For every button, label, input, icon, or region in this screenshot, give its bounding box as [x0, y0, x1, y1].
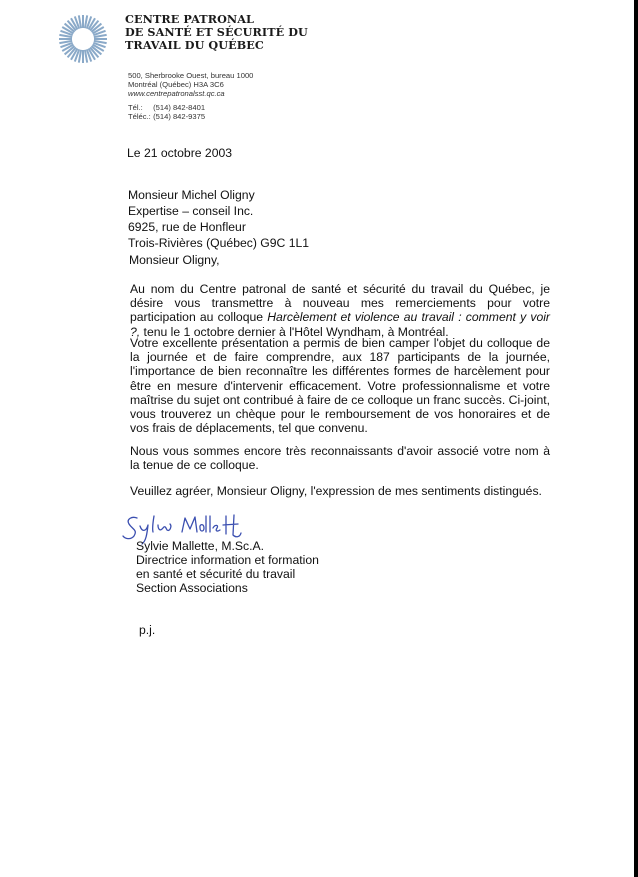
recipient-line: Expertise – conseil Inc. — [128, 204, 254, 218]
scan-edge — [634, 0, 638, 877]
signatory-name: Sylvie Mallette, M.Sc.A. — [136, 539, 265, 553]
paragraph-2: Votre excellente présentation a permis de bien camper l'objet du colloque de la journée et de faire comprendre, aux 187 participants de la journée, l'importance de bien reconnaître les différentes formes de harcèlement pour être en mesure d'intervenir efficacement. Votre professionnalisme et votre maîtrise du sujet ont contribué à faire de ce colloque un franc succès. Ci-joint, vous trouverez un chèque pour le remboursement de vos honoraires et de vos frais de déplacements, tel que convenu. — [130, 336, 550, 436]
org-name-line: TRAVAIL DU QUÉBEC — [125, 38, 264, 52]
phone-label: Tél.: — [128, 103, 143, 112]
recipient-line: Monsieur Michel Oligny — [128, 188, 255, 202]
paragraph-1-end: tenu le 1 octobre dernier à l'Hôtel Wyndham, à Montréal. — [140, 324, 449, 339]
organization-logo — [58, 14, 108, 64]
website-text: www.centrepatronalsst.qc.ca — [128, 89, 225, 98]
phone-row — [128, 103, 205, 112]
closing-paragraph: Veuillez agréer, Monsieur Oligny, l'expression de mes sentiments distingués. — [130, 484, 542, 498]
paragraph-1 — [130, 282, 550, 339]
signatory-section: Section Associations — [136, 581, 248, 595]
contact-numbers — [128, 103, 205, 121]
recipient-line: 6925, rue de Honfleur — [128, 220, 246, 234]
signatory-title: en santé et sécurité du travail — [136, 567, 296, 581]
salutation: Monsieur Oligny, — [129, 253, 220, 267]
fax-value: (514) 842-9375 — [153, 112, 206, 121]
fax-label: Téléc.: — [128, 112, 151, 121]
address-line: 500, Sherbrooke Ouest, bureau 1000 — [128, 71, 254, 80]
org-name-line: DE SANTÉ ET SÉCURITÉ DU — [125, 25, 308, 39]
enclosure-note: p.j. — [139, 623, 156, 637]
recipient-address — [128, 187, 309, 251]
paragraph-3: Nous vous sommes encore très reconnaissants d'avoir associé votre nom à la tenue de ce colloque. — [130, 444, 550, 473]
recipient-line: Trois-Rivières (Québec) G9C 1L1 — [128, 236, 310, 250]
organization-address — [128, 71, 253, 98]
phone-value: (514) 842-8401 — [153, 103, 206, 112]
signatory-title: Directrice information et formation — [136, 553, 319, 567]
fax-row — [128, 112, 205, 121]
colloquium-title: Harcèlement et violence au travail : comment y voir ?, — [130, 310, 550, 339]
address-line: Montréal (Québec) H3A 3C6 — [128, 80, 224, 89]
signature-block — [136, 539, 319, 595]
org-name-line: CENTRE PATRONAL — [125, 12, 255, 26]
letter-date: Le 21 octobre 2003 — [127, 146, 233, 160]
paragraph-1-start: Au nom du Centre patronal de santé et sécurité du travail du Québec, je désire vous transmettre à nouveau mes remerciements pour votre participation au colloque — [130, 282, 550, 325]
organization-name — [125, 13, 308, 52]
